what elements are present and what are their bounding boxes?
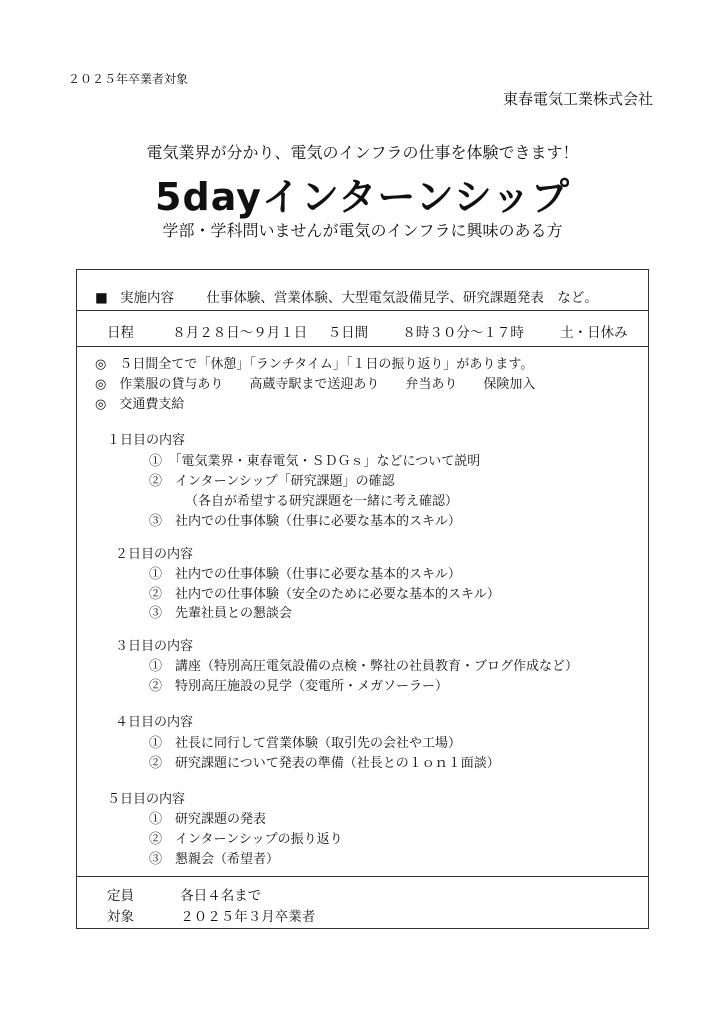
day1-item: ② インターンシップ「研究課題」の確認 — [149, 474, 395, 489]
day5-heading: ５日目の内容 — [107, 792, 186, 807]
schedule-row — [107, 321, 628, 341]
tagline: 電気業界が分かり、電気のインフラの仕事を体験できます！ — [146, 143, 579, 162]
subtitle: 学部・学科問いませんが電気のインフラに興味のある方 — [162, 221, 563, 240]
divider — [77, 346, 648, 347]
day3-item: ① 講座（特別高圧電気設備の点検・弊社の社員教育・ブログ作成など） — [149, 659, 579, 674]
capacity-value: 各日４名まで — [180, 888, 262, 904]
divider — [77, 310, 648, 311]
schedule-days: ５日間 — [327, 325, 369, 341]
overview-row — [95, 286, 598, 306]
eligibility-row — [107, 905, 315, 925]
day2-item: ① 社内での仕事体験（仕事に必要な基本的スキル） — [149, 567, 461, 582]
info-box — [76, 269, 649, 929]
day2-heading: ２日目の内容 — [115, 547, 194, 562]
day3-item: ② 特別高圧施設の見学（変電所・メガソーラー） — [149, 679, 449, 694]
day4-item: ① 社長に同行して営業体験（取引先の会社や工場） — [149, 736, 462, 751]
capacity-label: 定員 — [107, 888, 134, 904]
company-name: 東春電気工業株式会社 — [502, 90, 653, 108]
schedule-dates: ８月２８日～９月１日 — [172, 325, 308, 341]
eligibility-label: 対象 — [107, 909, 134, 925]
note-benefits: ◎ 作業服の貸与あり 高蔵寺駅まで送迎あり 弁当あり 保険加入 — [95, 377, 536, 392]
overview-text: 仕事体験、営業体験、大型電気設備見学、研究課題発表 など。 — [206, 290, 598, 306]
day5-item: ① 研究課題の発表 — [149, 812, 267, 827]
eligibility-value: ２０２５年３月卒業者 — [180, 909, 316, 925]
note-transport: ◎ 交通費支給 — [95, 397, 185, 412]
day4-item: ② 研究課題について発表の準備（社長との１ｏｎ１面談） — [149, 756, 500, 771]
target-year-label: ２０２５年卒業者対象 — [68, 72, 189, 86]
square-icon: ■ — [95, 290, 108, 306]
day2-item: ② 社内での仕事体験（安全のために必要な基本的スキル） — [149, 587, 500, 602]
day3-heading: ３日目の内容 — [115, 639, 194, 654]
schedule-label: 日程 — [107, 325, 134, 341]
day1-item: ① 「電気業界・東春電気・ＳＤＧｓ」などについて説明 — [149, 454, 481, 469]
page-title: 5dayインターンシップ — [155, 175, 570, 219]
day1-item-note: （各自が希望する研究課題を一緒に考え確認） — [185, 494, 459, 509]
day1-heading: １日目の内容 — [107, 433, 186, 448]
capacity-row — [107, 884, 261, 904]
schedule-holidays: 土・日休み — [560, 325, 628, 341]
day4-heading: ４日目の内容 — [115, 715, 194, 730]
note-meals: ◎ ５日間全てで「休憩」「ランチタイム」「１日の振り返り」があります。 — [95, 357, 534, 372]
day1-item: ③ 社内での仕事体験（仕事に必要な基本的スキル） — [149, 514, 461, 529]
day5-item: ③ 懇親会（希望者） — [149, 852, 280, 867]
divider — [77, 876, 648, 877]
overview-label: 実施内容 — [120, 290, 175, 306]
day5-item: ② インターンシップの振り返り — [149, 832, 343, 847]
day2-item: ③ 先輩社員との懇談会 — [149, 606, 293, 621]
schedule-hours: ８時３０分～１７時 — [402, 325, 524, 341]
